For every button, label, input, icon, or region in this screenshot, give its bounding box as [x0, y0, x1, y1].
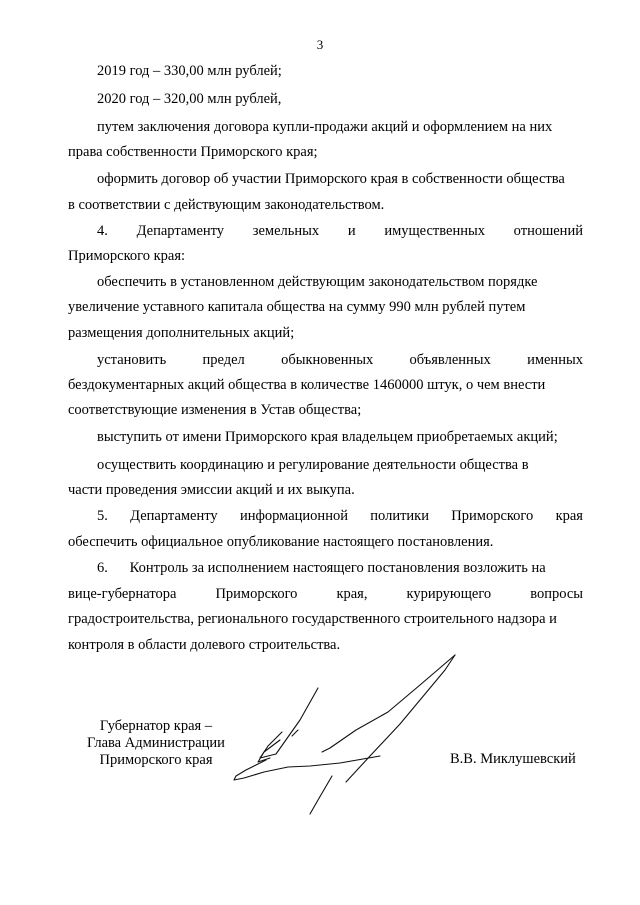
text-line: Приморского края: [68, 248, 186, 264]
text-line [97, 507, 583, 525]
text-line: части проведения эмиссии акций и их выкупа. [68, 482, 355, 498]
word: вопросы [530, 586, 583, 602]
text-line: путем заключения договора купли-продажи акций и оформлением на них [97, 119, 553, 135]
word: края [555, 508, 583, 524]
text-line: 2020 год – 320,00 млн рублей, [97, 91, 282, 107]
word: именных [527, 352, 583, 368]
text-line: 6. Контроль за исполнением настоящего постановления возложить на [97, 560, 546, 576]
text-line: осуществить координацию и регулирование деятельности общества в [97, 457, 529, 473]
word: информационной [239, 508, 348, 524]
text-line: в соответствии с действующим законодательством. [68, 197, 385, 213]
word: установить [97, 352, 167, 368]
text-line: соответствующие изменения в Устав общества; [68, 402, 362, 418]
text-line: обеспечить официальное опубликование настоящего постановления. [68, 534, 494, 550]
word: Приморского [215, 586, 298, 602]
word: земельных [252, 223, 320, 239]
text-line: контроля в области долевого строительства. [68, 637, 341, 653]
word: политики [370, 508, 429, 524]
signatory-position [62, 718, 250, 769]
word: предел [202, 352, 245, 368]
word: объявленных [409, 352, 491, 368]
text-line [68, 585, 583, 603]
position-line: Приморского края [99, 752, 213, 768]
word: Департаменту [136, 223, 225, 239]
position-line: Глава Администрации [87, 735, 225, 751]
text-line: права собственности Приморского края; [68, 144, 318, 160]
text-line: градостроительства, регионального государственного строительного надзора и [68, 611, 557, 627]
word: Департаменту [130, 508, 218, 524]
page-number: 3 [316, 37, 324, 52]
word: Приморского [451, 508, 534, 524]
text-line: увеличение уставного капитала общества на сумму 990 млн рублей путем [68, 299, 526, 315]
text-line [97, 351, 583, 369]
word: 5. [97, 508, 108, 524]
word: вице-губернатора [68, 586, 177, 602]
text-line: размещения дополнительных акций; [68, 325, 295, 341]
word: и [347, 223, 356, 239]
word: края, [336, 586, 368, 602]
word: курирующего [406, 586, 492, 602]
text-line [97, 222, 583, 240]
word: обыкновенных [281, 352, 374, 368]
text-line: оформить договор об участии Приморского края в собственности общества [97, 171, 565, 187]
word: имущественных [384, 223, 485, 239]
text-line: 2019 год – 330,00 млн рублей; [97, 63, 282, 79]
position-line: Губернатор края – [99, 718, 213, 734]
text-line: обеспечить в установленном действующим законодательством порядке [97, 274, 538, 290]
signatory-name: В.В. Миклушевский [450, 751, 576, 767]
text-line: выступить от имени Приморского края владельцем приобретаемых акций; [97, 429, 558, 445]
handwritten-signature [230, 650, 460, 820]
word: отношений [513, 223, 583, 239]
text-line: бездокументарных акций общества в количестве 1460000 штук, о чем внести [68, 377, 546, 393]
word: 4. [97, 223, 108, 239]
